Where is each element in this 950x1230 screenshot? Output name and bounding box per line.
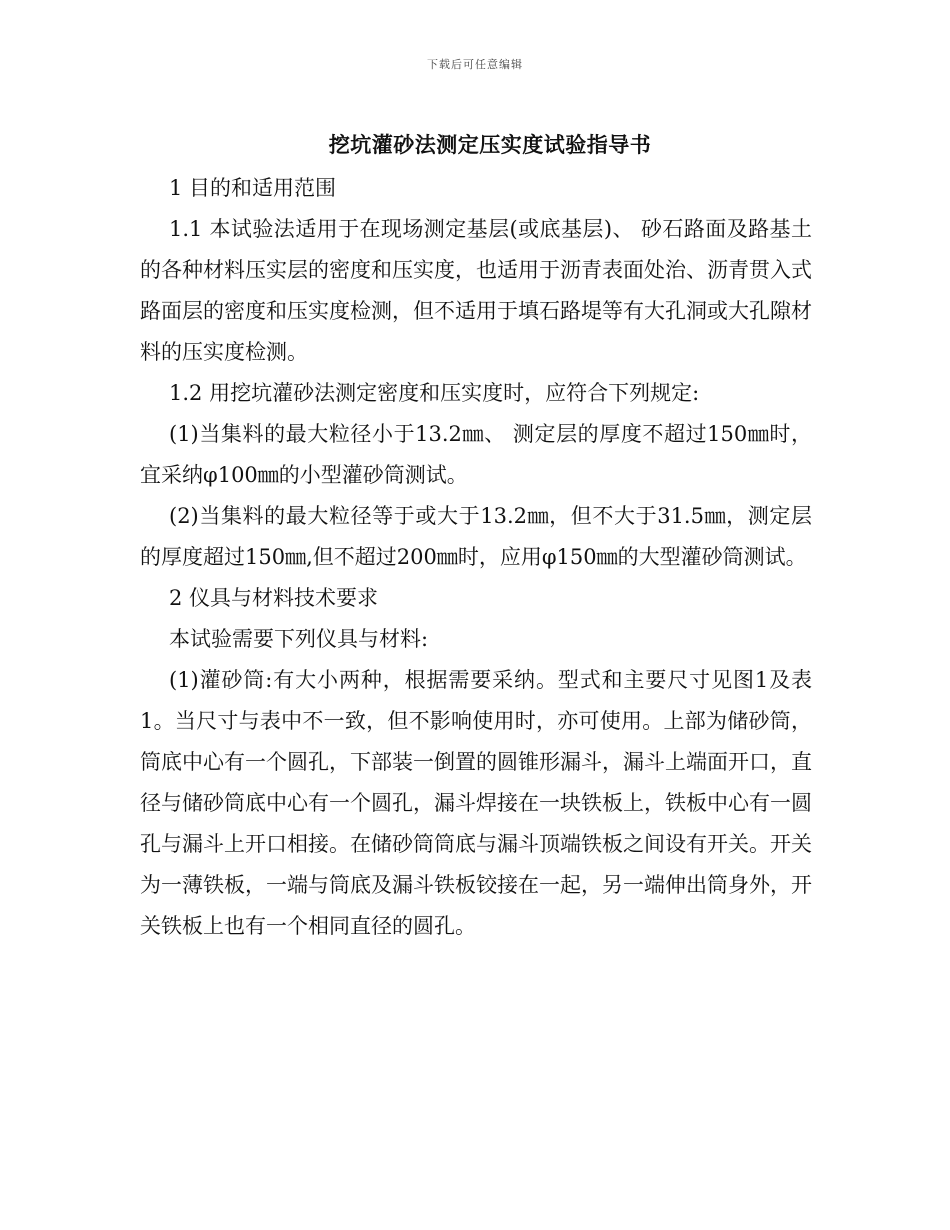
header-note: 下载后可任意编辑 xyxy=(427,58,523,71)
section-heading-purpose: 1 目的和适用范围 xyxy=(169,176,337,200)
document-title: 挖坑灌砂法测定压实度试验指导书 xyxy=(328,132,652,157)
paragraph-rule-large: (2)当集料的最大粒径等于或大于13.2㎜，但不大于31.5㎜，测定层的厚度超过150㎜,但不超过200㎜时，应用φ150㎜的大型灌砂筒测试。 xyxy=(140,504,812,569)
paragraph-rule-small: (1)当集料的最大粒径小于13.2㎜、 测定层的厚度不超过150㎜时，宜采纳φ100㎜的小型灌砂筒测试。 xyxy=(140,422,812,487)
paragraph-sand-cone: (1)灌砂筒:有大小两种，根据需要采纳。型式和主要尺寸见图1及表1。当尺寸与表中不一致，但不影响使用时，亦可使用。上部为储砂筒，筒底中心有一个圆孔，下部装一倒置的圆锥形漏斗，漏斗上端面开口，直径与储砂筒底中心有一个圆孔，漏斗焊接在一块铁板上，铁板中心有一圆孔与漏斗上开口相接。在储砂筒筒底与漏斗顶端铁板之间设有开关。开关为一薄铁板，一端与筒底及漏斗铁板铰接在一起，另一端伸出筒身外，开关铁板上也有一个相同直径的圆孔。 xyxy=(140,668,812,938)
paragraph-rules-intro: 1.2 用挖坑灌砂法测定密度和压实度时，应符合下列规定: xyxy=(169,381,700,405)
document-body xyxy=(140,168,812,947)
paragraph-instruments-intro: 本试验需要下列仪具与材料: xyxy=(169,627,429,651)
section-heading-instruments: 2 仪具与材料技术要求 xyxy=(169,586,379,610)
paragraph-scope: 1.1 本试验法适用于在现场测定基层(或底基层)、 砂石路面及路基土的各种材料压实层的密度和压实度，也适用于沥青表面处治、沥青贯入式路面层的密度和压实度检测，但不适用于填石路堤等有大孔洞或大孔隙材料的压实度检测。 xyxy=(140,217,812,364)
